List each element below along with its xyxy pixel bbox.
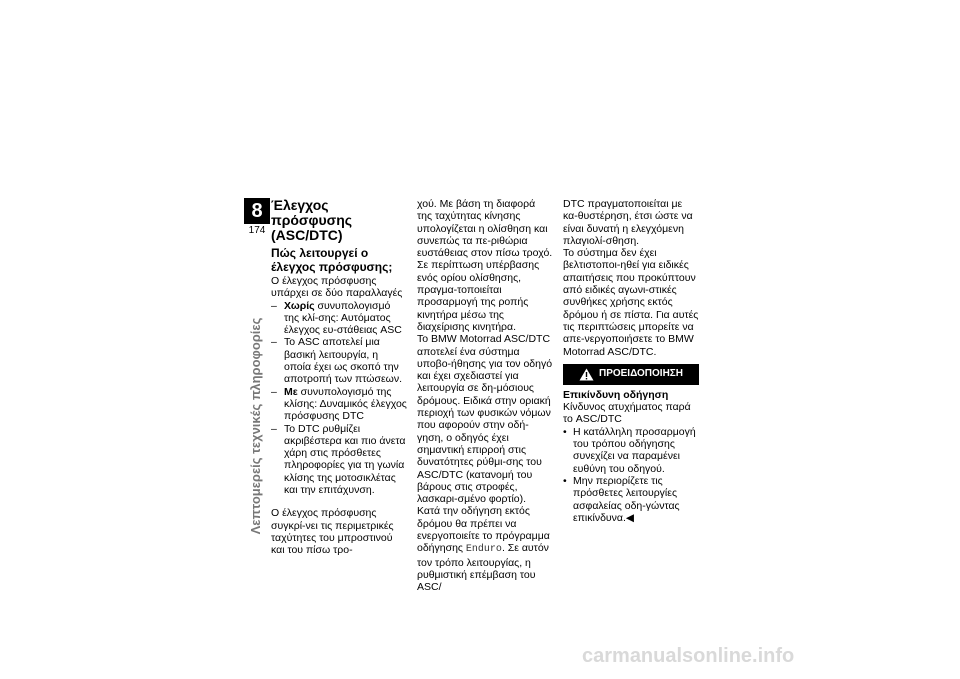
list-item (271, 386, 407, 423)
page-title: Έλεγχος πρόσφυσης (ASC/DTC) (271, 197, 353, 243)
text-column-1 (271, 198, 407, 557)
page-number: 174 (248, 225, 266, 236)
paragraph: Το BMW Motorrad ASC/DTC αποτελεί ένα σύστημα υποβο-ήθησης για τον οδηγό και έχει σχεδιαστεί για λειτουργία σε δη-μόσιους δρόμους. Ειδικά στην οριακή περιοχή των φυσικών νόμων που αφορούν στην οδή-γηση, ο οδηγός έχει σημαντική επιρροή στις δυνατότητες ρύθμι-σης του ASC/DTC (κατανομή του βάρους στις στροφές, λασκαρι-σμένο φορτίο). (417, 333, 553, 506)
text-column-2 (417, 198, 553, 594)
list-item: – Το ASC αποτελεί μια βασική λειτουργία, η οποία έχει ως σκοπό την αποτροπή των πτώσεων. (271, 336, 407, 385)
warning-banner (563, 364, 699, 385)
chapter-number-badge: 8 (244, 198, 270, 224)
paragraph: Ο έλεγχος πρόσφυσης συγκρί-νει τις περιμετρικές ταχύτητες του μπροστινού και του πίσω τρο- (271, 507, 394, 557)
intro-paragraph: Ο έλεγχος πρόσφυσης υπάρχει σε δύο παραλλαγές (271, 275, 403, 300)
emphasis-text: Με (284, 385, 298, 398)
warning-title: Επικίνδυνη οδήγηση (563, 388, 669, 401)
paragraph: DTC πραγματοποιείται με κα-θυστέρηση, έτσι ώστε να είναι δυνατή η ελεγχόμενη πλαγιολί-σθηση. (563, 198, 693, 247)
watermark: carmanualsonline.info (582, 645, 795, 667)
warning-text: Κίνδυνος ατυχήματος παρά το ASC/DTC (563, 401, 691, 426)
list-item-text: συνυπολογισμό της κλίσης: Δυναμικός έλεγχος πρόσφυσης DTC (284, 385, 407, 423)
list-item-text: συνυπολογισμό της κλί-σης: Αυτόματος έλεγχος ευ-στάθειας ASC (284, 299, 402, 337)
paragraph-text: . Σε αυτόν τον τρόπο λειτουργίας, η ρυθμιστική επέμβαση του ASC/ (417, 542, 549, 594)
riding-mode-name: Enduro (465, 544, 502, 556)
chapter-sidebar (244, 198, 270, 535)
emphasis-text: Χωρίς (284, 299, 315, 312)
paragraph-text: Κατά την οδήγηση εκτός δρόμου θα πρέπει να ενεργοποιείτε το πρόγραμμα οδήγησης (417, 505, 550, 555)
list-item: • Μην περιορίζετε τις πρόσθετες λειτουργίες ασφαλείας οδη-γώντας επικίνδυνα.◀ (563, 475, 699, 524)
paragraph (417, 505, 553, 593)
list-item (271, 300, 407, 337)
section-heading: Πώς λειτουργεί ο έλεγχος πρόσφυσης; (271, 246, 393, 274)
text-column-3 (563, 198, 699, 524)
warning-triangle-icon (579, 368, 594, 381)
section-title-vertical: Λεπτομερείς τεχνικές πληροφορίες (248, 317, 263, 535)
list-item: • Η κατάλληλη προσαρμογή του τρόπου οδήγησης συνεχίζει να παραμένει ευθύνη του οδηγού. (563, 426, 699, 475)
list-item: – Το DTC ρυθμίζει ακριβέστερα και πιο άνετα χάρη στις πρόσθετες πληροφορίες για τη γωνία κλίσης της μοτοσικλέτας και την επιτάχυνση. (271, 423, 407, 497)
paragraph: χού. Με βάση τη διαφορά της ταχύτητας κίνησης υπολογίζεται η ολίσθηση και συνεπώς τα πε-ριθώρια ευστάθειας στον πίσω τροχό. Σε περίπτωση υπέρβασης ενός ορίου ολίσθησης, πραγμα-τοποιείται προσαρμογή της ροπής κινητήρα μέσω της διαχείρισης κινητήρα. (417, 198, 553, 333)
warning-label: ΠΡΟΕΙΔΟΠΟΙΗΣΗ (598, 368, 684, 380)
paragraph: Το σύστημα δεν έχει βελτιστοποι-ηθεί για ειδικές απαιτήσεις που προκύπτουν από ειδικές αγωνι-στικές συνθήκες χρήσης εκτός δρόμου ή σε πίστα. Για αυτές τις περιπτώσεις μπορείτε να απε-νεργοποιήσετε το BMW Motorrad ASC/DTC. (563, 247, 699, 358)
